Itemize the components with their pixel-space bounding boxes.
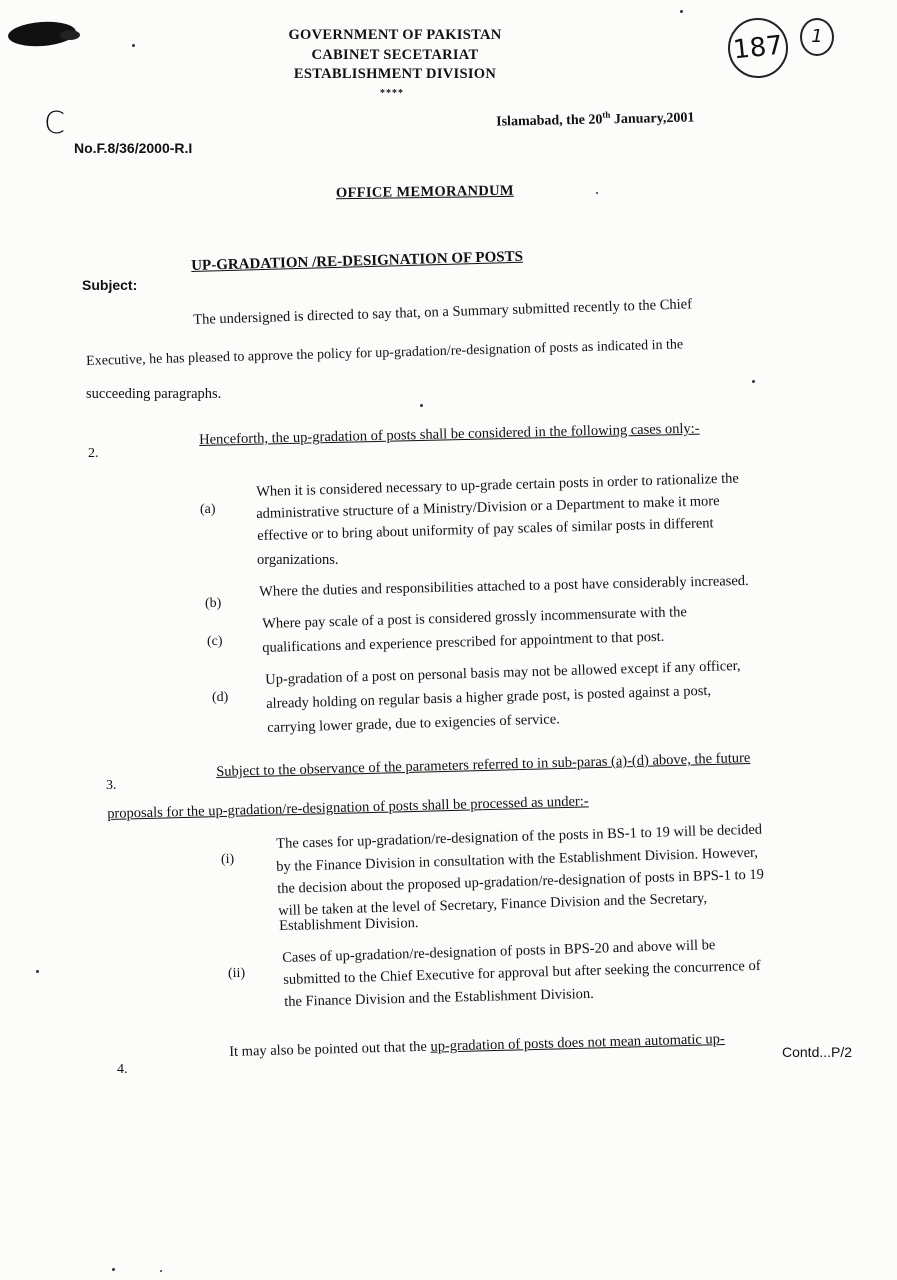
item-i-line-2: by the Finance Division in consultation with the Establishment Division. However, (276, 844, 759, 875)
header-line-2: CABINET SECETARIAT (311, 47, 479, 63)
item-i-label: (i) (221, 852, 235, 867)
para3-number: 3. (106, 778, 117, 793)
para4-line-1 (229, 1031, 725, 1061)
circled-mark: 1 (800, 18, 834, 56)
scan-speck (420, 404, 423, 407)
para1-line-1: The undersigned is directed to say that, on a Summary submitted recently to the Chief (193, 296, 693, 328)
para1-line-2: Executive, he has pleased to approve the policy for up-gradation/re-designation of posts as indicated in the (86, 337, 684, 369)
item-c-label: (c) (207, 634, 223, 649)
scan-speck (752, 380, 755, 383)
item-i-line-3: the decision about the proposed up-gradation/re-designation of posts in BPS-1 to 19 (277, 866, 765, 897)
subject-text: UP-GRADATION /RE-DESIGNATION OF POSTS (191, 248, 524, 274)
item-a-line-1: When it is considered necessary to up-grade certain posts in order to rationalize the (256, 470, 740, 500)
para1-line-3: succeeding paragraphs. (86, 386, 222, 402)
para4-lead: It may also be pointed out that the (229, 1038, 431, 1060)
scan-speck (160, 1270, 162, 1272)
ink-blot (60, 30, 80, 40)
corner-mark: C (44, 106, 65, 141)
date-place: Islamabad, the 20 (496, 112, 603, 130)
para2-heading: Henceforth, the up-gradation of posts shall be considered in the following cases only:- (199, 420, 700, 448)
header-line-1: GOVERNMENT OF PAKISTAN (288, 27, 502, 43)
document-title: OFFICE MEMORANDUM (335, 182, 514, 202)
item-ii-line-3: the Finance Division and the Establishment Division. (284, 985, 595, 1010)
item-a-line-2: administrative structure of a Ministry/Division or a Department to make it more (256, 493, 720, 522)
para2-number: 2. (88, 446, 99, 461)
item-a-line-4: organizations. (257, 552, 339, 568)
item-a-label: (a) (200, 502, 216, 517)
para4-number: 4. (117, 1062, 128, 1077)
file-number: No.F.8/36/2000-R.I (74, 140, 193, 156)
item-d-line-1: Up-gradation of a post on personal basis may not be allowed except if any officer, (265, 657, 741, 688)
scan-speck (680, 10, 683, 13)
item-d-line-3: carrying lower grade, due to exigencies of service. (267, 711, 561, 736)
scan-speck (112, 1268, 115, 1271)
para3-line-1: Subject to the observance of the parameters referred to in sub-paras (a)-(d) above, the future (216, 750, 751, 780)
item-i-line-4: will be taken at the level of Secretary, Finance Division and the Secretary, (278, 890, 708, 919)
item-d-label: (d) (212, 690, 229, 705)
circled-page-number: 187 (725, 15, 791, 81)
scan-speck (36, 970, 39, 973)
date-rest: January,2001 (610, 110, 695, 128)
header-line-3: ESTABLISHMENT DIVISION (293, 66, 497, 82)
header-stars: **** (380, 88, 404, 99)
item-a-line-3: effective or to bring about uniformity of pay scales of similar posts in different (257, 515, 714, 544)
subject-label: Subject: (82, 277, 138, 293)
item-ii-label: (ii) (228, 966, 246, 981)
para4-underlined: up-gradation of posts does not mean automatic up- (430, 1031, 725, 1055)
item-ii-line-2: submitted to the Chief Executive for approval but after seeking the concurrence of (283, 957, 761, 988)
item-b-label: (b) (205, 596, 222, 611)
scan-speck (596, 192, 598, 194)
item-i-line-1: The cases for up-gradation/re-designation of the posts in BS-1 to 19 will be decided (276, 821, 763, 852)
continued-marker: Contd...P/2 (782, 1044, 853, 1060)
item-ii-line-1: Cases of up-gradation/re-designation of posts in BPS-20 and above will be (282, 937, 716, 966)
item-d-line-2: already holding on regular basis a higher grade post, is posted against a post, (266, 682, 712, 712)
item-c-line-1: Where pay scale of a post is considered grossly incommensurate with the (262, 604, 688, 632)
memo-date (496, 108, 695, 131)
item-i-line-5: Establishment Division. (279, 915, 419, 934)
para3-line-2: proposals for the up-gradation/re-designation of posts shall be processed as under:- (107, 793, 589, 822)
item-b-line-1: Where the duties and responsibilities attached to a post have considerably increased. (259, 572, 749, 600)
item-c-line-2: qualifications and experience prescribed for appointment to that post. (262, 628, 665, 656)
scan-speck (132, 44, 135, 47)
date-suffix: th (602, 109, 611, 120)
